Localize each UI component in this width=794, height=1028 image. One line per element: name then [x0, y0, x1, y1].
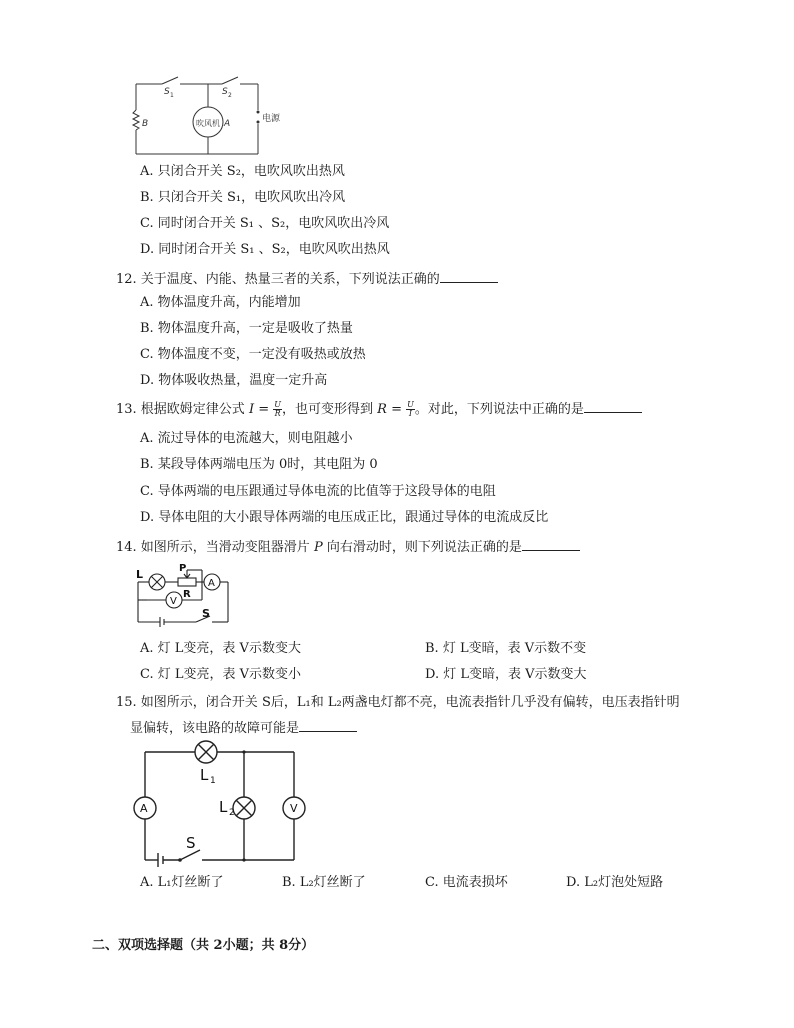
q15-option-b: B. L₂灯丝断了 — [282, 875, 366, 890]
voltmeter-label: V — [170, 596, 177, 607]
q13-option-a: A. 流过导体的电流越大，则电阻越小 — [140, 431, 353, 446]
formula-i-lhs: I = — [248, 402, 270, 417]
label-b: B — [142, 119, 149, 129]
q14-option-d: D. 灯 L变暗，表 V示数变大 — [425, 667, 587, 682]
label-a: A — [224, 119, 231, 129]
formula-ui: $\frac{U}{I}$ — [407, 400, 414, 418]
q14-circuit-figure — [130, 562, 240, 632]
q15-option-c: C. 电流表损坏 — [425, 875, 508, 890]
section-heading: 二、双项选择题（共 2小题；共 8分） — [92, 938, 315, 953]
answer-blank — [299, 719, 357, 732]
q13-option-d: D. 导体电阻的大小跟导体两端的电压成正比，跟通过导体的电流成反比 — [140, 510, 549, 525]
hair-dryer-circuit-figure — [126, 72, 296, 162]
q13-option-c: C. 导体两端的电压跟通过导体电流的比值等于这段导体的电阻 — [140, 484, 496, 499]
answer-blank — [584, 400, 642, 413]
q11-option-a: A. 只闭合开关 S₂，电吹风吹出热风 — [140, 164, 345, 179]
q15-stem-line1: 15. 如图所示，闭合开关 S后，L₁和 L₂两盏电灯都不亮，电流表指针几乎没有偏转，电压表指针明 — [116, 695, 680, 710]
answer-blank — [522, 538, 580, 551]
label-s1: S — [164, 87, 170, 97]
q11-option-c: C. 同时闭合开关 S₁ 、S₂，电吹风吹出冷风 — [140, 216, 390, 231]
q15-circuit-figure — [128, 740, 308, 870]
ammeter-label: A — [208, 578, 215, 589]
q14-option-b: B. 灯 L变暗，表 V示数不变 — [425, 641, 587, 656]
svg-text:1: 1 — [170, 92, 174, 99]
svg-text:2: 2 — [228, 92, 232, 99]
label-l1: L — [200, 766, 209, 784]
svg-text:1: 1 — [210, 776, 216, 786]
q15-option-d: D. L₂灯泡处短路 — [566, 875, 664, 890]
svg-text:2: 2 — [229, 808, 235, 818]
answer-blank — [440, 270, 498, 283]
formula-ur: $\frac{U}{R}$ — [274, 400, 282, 418]
voltmeter-label: V — [290, 802, 298, 815]
label-r: R — [183, 589, 191, 600]
q12-option-d: D. 物体吸收热量，温度一定升高 — [140, 373, 328, 388]
fan-label: 吹风机 — [196, 119, 220, 128]
q13-stem: 13. 根据欧姆定律公式 I = $\frac{U}{R}$ ，也可变形得到 R = $\frac{U}{I}$ 。对此，下列说法中正确的是 — [116, 400, 642, 419]
q11-option-b: B. 只闭合开关 S₁，电吹风吹出冷风 — [140, 190, 346, 205]
q14-option-c: C. 灯 L变亮，表 V示数变小 — [140, 667, 302, 682]
q14-stem: 14. 如图所示，当滑动变阻器滑片 P 向右滑动时，则下列说法正确的是 — [116, 538, 580, 557]
q15-option-a: A. L₁灯丝断了 — [140, 875, 224, 890]
label-l2: L — [219, 798, 228, 816]
q13-option-b: B. 某段导体两端电压为 0时，其电阻为 0 — [140, 457, 378, 472]
q15-stem-line2: 显偏转，该电路的故障可能是 — [130, 719, 357, 738]
power-label: 电源 — [262, 114, 281, 124]
label-s: S — [202, 607, 210, 620]
q11-option-d: D. 同时闭合开关 S₁ 、S₂，电吹风吹出热风 — [140, 242, 390, 257]
q12-option-c: C. 物体温度不变，一定没有吸热或放热 — [140, 347, 366, 362]
q14-option-a: A. 灯 L变亮，表 V示数变大 — [140, 641, 301, 656]
label-s: S — [186, 834, 196, 852]
q12-stem: 12. 关于温度、内能、热量三者的关系，下列说法正确的 — [116, 270, 498, 289]
q12-option-a: A. 物体温度升高，内能增加 — [140, 295, 301, 310]
label-s2: S — [222, 87, 228, 97]
q12-option-b: B. 物体温度升高，一定是吸收了热量 — [140, 321, 353, 336]
ammeter-label: A — [140, 802, 148, 815]
label-p: P — [179, 563, 187, 574]
formula-r-lhs: R = — [377, 402, 402, 417]
label-l: L — [136, 568, 144, 581]
